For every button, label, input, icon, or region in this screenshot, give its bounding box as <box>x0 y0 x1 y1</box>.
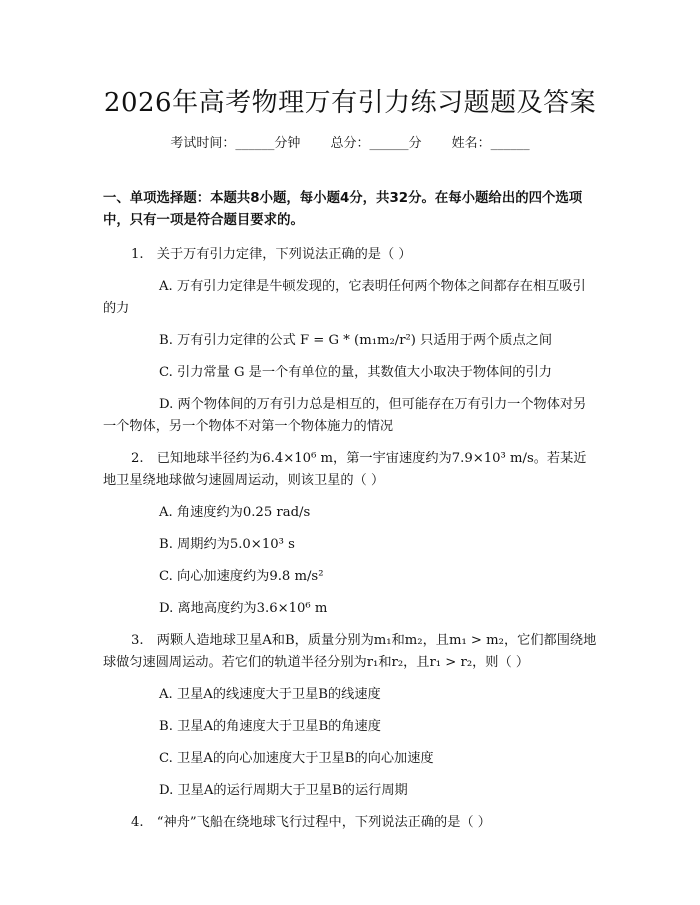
exam-meta <box>0 132 700 151</box>
question-2 <box>103 448 597 620</box>
question-option: B. 万有引力定律的公式 F = G * (m₁m₂/r²) 只适用于两个质点之间 <box>159 333 553 348</box>
student-name: 姓名：______ <box>451 136 530 151</box>
exam-content <box>103 188 597 844</box>
question-1 <box>103 244 597 438</box>
question-option: D. 两个物体间的万有引力总是相互的，但可能存在万有引力一个物体对另一个物体，另一个物体不对第一个物体施力的情况 <box>103 397 587 434</box>
exam-time: 考试时间：______分钟 <box>170 136 301 151</box>
question-option: C. 向心加速度约为9.8 m/s² <box>159 569 324 584</box>
question-stem: 2. 已知地球半径约为6.4×10⁶ m，第一宇宙速度约为7.9×10³ m/s。若某近地卫星绕地球做匀速圆周运动，则该卫星的（ ） <box>103 451 587 488</box>
question-4 <box>103 812 597 834</box>
question-3 <box>103 630 597 802</box>
question-option: A. 卫星A的线速度大于卫星B的线速度 <box>159 687 381 702</box>
question-option: D. 离地高度约为3.6×10⁶ m <box>159 601 328 616</box>
question-option: C. 卫星A的向心加速度大于卫星B的向心加速度 <box>159 751 434 766</box>
page-title: 2026年高考物理万有引力练习题题及答案 <box>103 88 597 118</box>
question-option: A. 角速度约为0.25 rad/s <box>159 505 311 520</box>
question-option: A. 万有引力定律是牛顿发现的，它表明任何两个物体之间都存在相互吸引的力 <box>103 279 586 316</box>
exam-score: 总分：______分 <box>330 136 422 151</box>
question-option: C. 引力常量 G 是一个有单位的量，其数值大小取决于物体间的引力 <box>159 365 552 380</box>
question-option: B. 卫星A的角速度大于卫星B的角速度 <box>159 719 381 734</box>
question-option: B. 周期约为5.0×10³ s <box>159 537 295 552</box>
question-option: D. 卫星A的运行周期大于卫星B的运行周期 <box>159 783 408 798</box>
question-stem: 4. “神舟”飞船在绕地球飞行过程中，下列说法正确的是（ ） <box>131 815 491 830</box>
section-heading: 一、单项选择题：本题共8小题，每小题4分，共32分。在每小题给出的四个选项中，只有一项是符合题目要求的。 <box>103 191 583 228</box>
question-stem: 3. 两颗人造地球卫星A和B，质量分别为m₁和m₂，且m₁ > m₂，它们都围绕地球做匀速圆周运动。若它们的轨道半径分别为r₁和r₂，且r₁ > r₂，则（ ） <box>103 633 597 670</box>
question-stem: 1. 关于万有引力定律，下列说法正确的是（ ） <box>131 247 412 262</box>
